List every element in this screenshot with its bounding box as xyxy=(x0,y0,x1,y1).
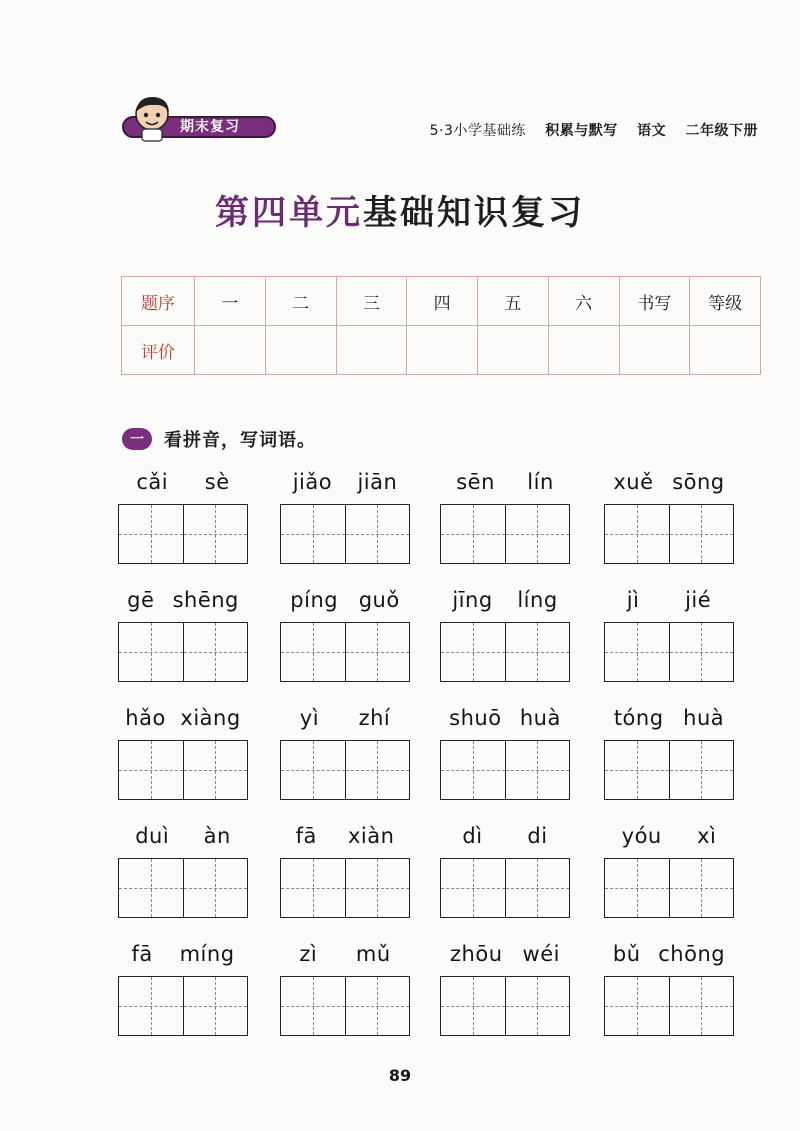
pinyin-syllable: míng xyxy=(179,942,235,966)
pinyin-label xyxy=(604,706,734,730)
eval-cell[interactable] xyxy=(407,326,478,375)
pinyin-syllable: fā xyxy=(131,942,153,966)
eval-cell[interactable] xyxy=(336,326,407,375)
pinyin-syllable: sōng xyxy=(672,470,725,494)
pinyin-syllable: xiàng xyxy=(180,706,241,730)
pinyin-syllable: jié xyxy=(685,588,712,612)
pinyin-syllable: fā xyxy=(295,824,317,848)
character-box[interactable] xyxy=(605,741,669,799)
character-box[interactable] xyxy=(119,859,183,917)
pinyin-syllable: yóu xyxy=(621,824,662,848)
pinyin-syllable: dì xyxy=(462,824,483,848)
character-box[interactable] xyxy=(669,741,734,799)
character-box[interactable] xyxy=(119,505,183,563)
page-title xyxy=(0,185,800,234)
pinyin-syllable: tóng xyxy=(613,706,664,730)
pinyin-syllable: sēn xyxy=(456,470,495,494)
pinyin-syllable: huà xyxy=(519,706,561,730)
character-box[interactable] xyxy=(119,741,183,799)
pinyin-label xyxy=(280,706,410,730)
pinyin-label xyxy=(604,470,734,494)
section-title: 看拼音，写词语。 xyxy=(164,430,316,451)
pinyin-syllable: lín xyxy=(527,470,554,494)
character-box[interactable] xyxy=(505,859,570,917)
character-box[interactable] xyxy=(183,741,248,799)
pinyin-label xyxy=(440,942,570,966)
eval-cell[interactable] xyxy=(548,326,619,375)
pinyin-syllable: jiān xyxy=(357,470,398,494)
book-series xyxy=(430,120,758,140)
section-number: 一 xyxy=(122,428,152,450)
score-col-2: 二 xyxy=(265,277,336,326)
character-box[interactable] xyxy=(441,741,505,799)
writing-boxes xyxy=(604,622,734,682)
pinyin-syllable: chōng xyxy=(658,942,726,966)
character-box[interactable] xyxy=(441,623,505,681)
section-badge xyxy=(120,90,280,150)
character-box[interactable] xyxy=(345,859,410,917)
score-row-label: 题序 xyxy=(122,277,195,326)
character-box[interactable] xyxy=(441,977,505,1035)
character-box[interactable] xyxy=(183,859,248,917)
character-box[interactable] xyxy=(505,741,570,799)
mascot-boy-icon xyxy=(124,90,182,148)
page-number: 89 xyxy=(388,1066,412,1085)
character-box[interactable] xyxy=(345,505,410,563)
character-box[interactable] xyxy=(345,741,410,799)
eval-row-label: 评价 xyxy=(122,326,195,375)
score-col-4: 四 xyxy=(407,277,478,326)
pinyin-syllable: zhōu xyxy=(450,942,503,966)
character-box[interactable] xyxy=(183,623,248,681)
pinyin-syllable: jiǎo xyxy=(292,470,333,494)
pinyin-label xyxy=(118,942,248,966)
pinyin-label xyxy=(280,470,410,494)
writing-boxes xyxy=(604,976,734,1036)
pinyin-syllable: yì xyxy=(299,706,320,730)
writing-boxes xyxy=(280,622,410,682)
page-title-highlight: 第四单元 xyxy=(215,193,363,233)
character-box[interactable] xyxy=(345,623,410,681)
pinyin-syllable: hǎo xyxy=(125,706,166,730)
pinyin-label xyxy=(440,588,570,612)
pinyin-syllable: xiàn xyxy=(347,824,395,848)
series-grade: 二年级下册 xyxy=(685,123,758,139)
character-box[interactable] xyxy=(505,623,570,681)
writing-boxes xyxy=(280,504,410,564)
character-box[interactable] xyxy=(183,977,248,1035)
character-box[interactable] xyxy=(605,977,669,1035)
pinyin-syllable: bǔ xyxy=(612,942,641,966)
writing-boxes xyxy=(604,504,734,564)
series-subject: 语文 xyxy=(637,123,667,139)
pinyin-label xyxy=(440,706,570,730)
pinyin-label xyxy=(280,588,410,612)
character-box[interactable] xyxy=(281,623,345,681)
pinyin-syllable: shēng xyxy=(172,588,239,612)
writing-boxes xyxy=(118,858,248,918)
character-box[interactable] xyxy=(441,859,505,917)
pinyin-label xyxy=(604,942,734,966)
character-box[interactable] xyxy=(669,623,734,681)
score-header-row xyxy=(122,277,761,326)
section-heading xyxy=(122,425,316,453)
score-eval-row xyxy=(122,326,761,375)
pinyin-label xyxy=(280,942,410,966)
character-box[interactable] xyxy=(281,741,345,799)
pinyin-syllable: xuě xyxy=(613,470,654,494)
eval-cell[interactable] xyxy=(195,326,266,375)
pinyin-syllable: líng xyxy=(517,588,558,612)
score-col-1: 一 xyxy=(195,277,266,326)
pinyin-syllable: píng xyxy=(290,588,339,612)
pinyin-syllable: mǔ xyxy=(355,942,391,966)
pinyin-syllable: wéi xyxy=(522,942,560,966)
series-category: 积累与默写 xyxy=(545,123,618,139)
eval-cell[interactable] xyxy=(619,326,690,375)
pinyin-label xyxy=(604,824,734,848)
character-box[interactable] xyxy=(669,977,734,1035)
character-box[interactable] xyxy=(669,505,734,563)
writing-boxes xyxy=(118,976,248,1036)
character-box[interactable] xyxy=(119,623,183,681)
eval-cell[interactable] xyxy=(478,326,549,375)
pinyin-syllable: gē xyxy=(127,588,155,612)
writing-boxes xyxy=(604,858,734,918)
character-box[interactable] xyxy=(605,859,669,917)
writing-boxes xyxy=(118,622,248,682)
writing-boxes xyxy=(280,976,410,1036)
pinyin-syllable: cǎi xyxy=(136,470,169,494)
pinyin-syllable: di xyxy=(527,824,548,848)
writing-boxes xyxy=(280,858,410,918)
pinyin-label xyxy=(118,470,248,494)
character-box[interactable] xyxy=(281,859,345,917)
pinyin-syllable: xì xyxy=(697,824,717,848)
page-header xyxy=(0,90,800,150)
character-box[interactable] xyxy=(605,505,669,563)
score-col-grade: 等级 xyxy=(690,277,761,326)
character-box[interactable] xyxy=(345,977,410,1035)
character-box[interactable] xyxy=(183,505,248,563)
pinyin-syllable: jīng xyxy=(452,588,493,612)
pinyin-label xyxy=(118,588,248,612)
character-box[interactable] xyxy=(505,505,570,563)
character-box[interactable] xyxy=(281,505,345,563)
writing-boxes xyxy=(440,858,570,918)
writing-boxes xyxy=(440,740,570,800)
character-box[interactable] xyxy=(505,977,570,1035)
character-box[interactable] xyxy=(441,505,505,563)
pinyin-syllable: shuō xyxy=(449,706,502,730)
writing-boxes xyxy=(604,740,734,800)
pinyin-label xyxy=(604,588,734,612)
pinyin-label xyxy=(440,824,570,848)
character-box[interactable] xyxy=(605,623,669,681)
series-name: 5·3小学基础练 xyxy=(429,123,526,139)
pinyin-syllable: guǒ xyxy=(358,588,400,612)
pinyin-label xyxy=(440,470,570,494)
pinyin-syllable: duì xyxy=(135,824,170,848)
character-box[interactable] xyxy=(119,977,183,1035)
eval-cell[interactable] xyxy=(690,326,761,375)
pinyin-syllable: zì xyxy=(299,942,318,966)
score-table xyxy=(121,276,761,375)
page-title-rest: 基础知识复习 xyxy=(363,193,585,233)
pinyin-syllable: jì xyxy=(626,588,640,612)
eval-cell[interactable] xyxy=(265,326,336,375)
score-col-3: 三 xyxy=(336,277,407,326)
character-box[interactable] xyxy=(669,859,734,917)
writing-boxes xyxy=(280,740,410,800)
pinyin-syllable: zhí xyxy=(358,706,391,730)
score-col-5: 五 xyxy=(478,277,549,326)
writing-boxes xyxy=(440,622,570,682)
pinyin-label xyxy=(280,824,410,848)
pinyin-label xyxy=(118,824,248,848)
character-box[interactable] xyxy=(281,977,345,1035)
badge-label: 期末复习 xyxy=(180,119,240,135)
writing-boxes xyxy=(440,504,570,564)
pinyin-syllable: àn xyxy=(203,824,231,848)
pinyin-label xyxy=(118,706,248,730)
writing-boxes xyxy=(440,976,570,1036)
score-col-writing: 书写 xyxy=(619,277,690,326)
writing-boxes xyxy=(118,740,248,800)
pinyin-syllable: sè xyxy=(204,470,230,494)
pinyin-syllable: huà xyxy=(683,706,725,730)
score-col-6: 六 xyxy=(548,277,619,326)
writing-boxes xyxy=(118,504,248,564)
